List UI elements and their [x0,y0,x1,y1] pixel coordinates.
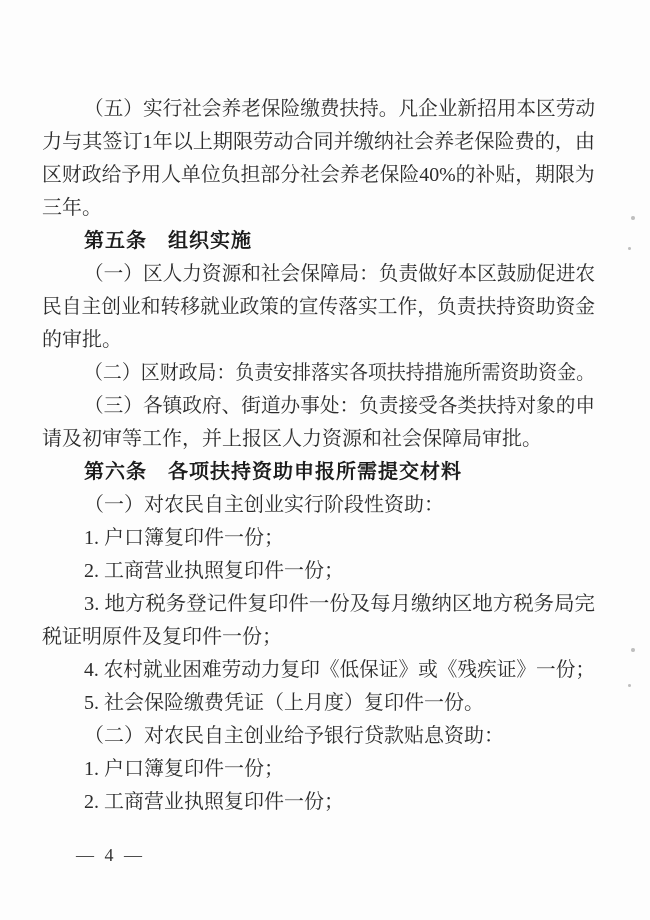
line-text: 5. 社会保险缴费凭证（上月度）复印件一份。 [84,692,484,714]
line-text: 4. 农村就业困难劳动力复印《低保证》或《残疾证》一份； [84,659,596,681]
line-text: （三）各镇政府、街道办事处：负责接受各类扶持对象的申 [84,395,596,417]
line-text: 的审批。 [42,329,122,351]
line-text: 民自主创业和转移就业政策的宣传落实工作，负责扶持资助资金 [42,296,595,318]
line-text: （一）区人力资源和社会保障局：负责做好本区鼓励促进农 [84,263,596,285]
line-text: （二）区财政局：负责安排落实各项扶持措施所需资助资金。 [84,362,596,384]
line-text: 3. 地方税务登记件复印件一份及每月缴纳区地方税务局完 [84,593,595,615]
body-line [42,291,595,324]
body-line [42,489,595,522]
line-text: （一）对农民自主创业实行阶段性资助： [84,494,444,516]
body-line [42,588,595,621]
document-body [42,93,595,819]
body-line [42,654,595,687]
line-text: （二）对农民自主创业给予银行贷款贴息资助： [84,725,504,747]
body-line [42,687,595,720]
body-line [42,93,595,126]
scan-speck [631,216,635,220]
line-text: 2. 工商营业执照复印件一份； [84,791,344,813]
scan-speck [631,648,635,652]
body-line [42,522,595,555]
body-line [42,390,595,423]
body-line [42,159,595,192]
line-text: 1. 户口簿复印件一份； [84,527,284,549]
body-line [42,753,595,786]
body-line [42,192,595,225]
line-text: 区财政给予用人单位负担部分社会养老保险40%的补贴，期限为 [42,164,595,186]
body-line [42,126,595,159]
body-line [42,621,595,654]
body-line [42,720,595,753]
line-text: 力与其签订1年以上期限劳动合同并缴纳社会养老保险费的，由 [42,131,596,153]
body-line [42,786,595,819]
heading-line [42,225,595,258]
page-number: — 4 — [76,845,145,865]
line-text: 1. 户口簿复印件一份； [84,758,284,780]
body-line [42,423,595,456]
body-line [42,555,595,588]
body-line [42,324,595,357]
line-text: 三年。 [42,197,102,219]
heading-line [42,456,595,489]
line-text: 请及初审等工作，并上报区人力资源和社会保障局审批。 [42,428,542,450]
scan-speck [628,684,631,687]
line-text: 2. 工商营业执照复印件一份； [84,560,344,582]
body-line [42,258,595,291]
line-text: （五）实行社会养老保险缴费扶持。凡企业新招用本区劳动 [84,98,596,120]
body-line [42,357,595,390]
line-text: 第五条 组织实施 [84,230,252,252]
scan-speck [628,247,631,250]
line-text: 第六条 各项扶持资助申报所需提交材料 [84,461,462,483]
line-text: 税证明原件及复印件一份； [42,626,282,648]
